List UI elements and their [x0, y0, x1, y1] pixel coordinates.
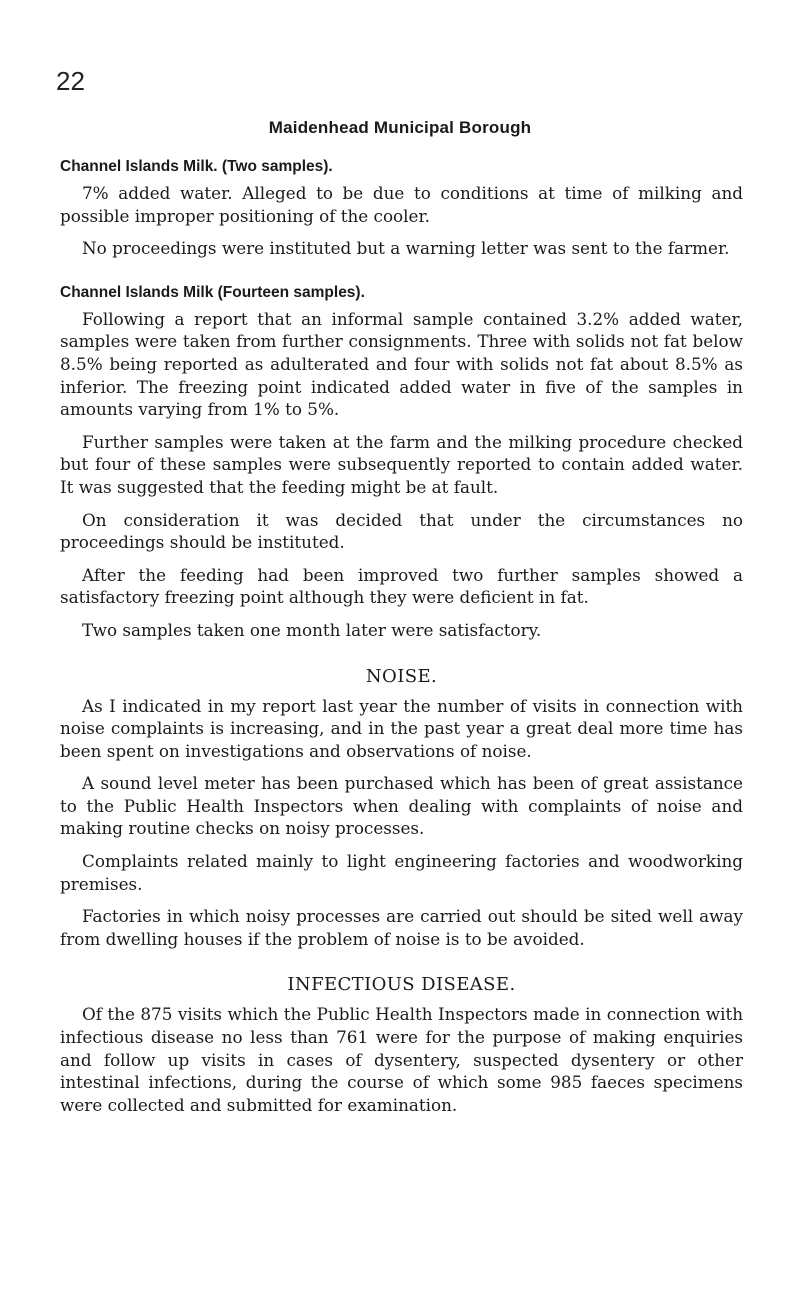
paragraph: 7% added water. Alleged to be due to conditions at time of milking and possible improper positioning of the cooler. [60, 183, 743, 226]
running-head: Maidenhead Municipal Borough [268, 118, 532, 137]
paragraph: As I indicated in my report last year the number of visits in connection with noise complaints is increasing, and in the past year a great deal more time has been spent on investigations and observations of noise. [60, 695, 743, 761]
section-heading-infectious-disease: INFECTIOUS DISEASE. [287, 974, 516, 996]
document-body [60, 156, 743, 1126]
paragraph: Further samples were taken at the farm and the milking procedure checked but four of these samples were subsequently reported to contain added water. It was suggested that the feeding might be at fault. [60, 431, 743, 497]
paragraph: A sound level meter has been purchased which has been of great assistance to the Public Health Inspectors when dealing with complaints of noise and making routine checks on noisy processes. [60, 773, 743, 839]
paragraph: After the feeding had been improved two further samples showed a satisfactory freezing point although they were deficient in fat. [60, 564, 743, 608]
paragraph: Two samples taken one month later were satisfactory. [82, 619, 542, 640]
paragraph: On consideration it was decided that under the circumstances no proceedings should be instituted. [60, 509, 743, 553]
paragraph: Following a report that an informal sample contained 3.2% added water, samples were taken from further consignments. Three with solids not fat below 8.5% being reported as adulterated and four with solids not fat about 8.5% as inferior. The freezing point indicated added water in five of the samples in amounts varying from 1% to 5%. [60, 308, 743, 420]
page-number: 22 [56, 66, 85, 96]
section-heading-channel-two: Channel Islands Milk. (Two samples). [60, 158, 333, 175]
section-heading-channel-fourteen: Channel Islands Milk (Fourteen samples). [60, 283, 365, 301]
paragraph: Factories in which noisy processes are carried out should be sited well away from dwelling houses if the problem of noise is to be avoided. [60, 906, 743, 949]
paragraph: No proceedings were instituted but a warning letter was sent to the farmer. [82, 238, 730, 259]
paragraph: Of the 875 visits which the Public Health Inspectors made in connection with infectious disease no less than 761 were for the purpose of making enquiries and follow up visits in cases of dysentery, suspected dysentery or other intestinal infections, during the course of which some 985 faeces specimens were collected and submitted for examination. [60, 1004, 743, 1115]
section-heading-noise: NOISE. [365, 665, 438, 687]
paragraph: Complaints related mainly to light engineering factories and woodworking premises. [60, 851, 743, 894]
